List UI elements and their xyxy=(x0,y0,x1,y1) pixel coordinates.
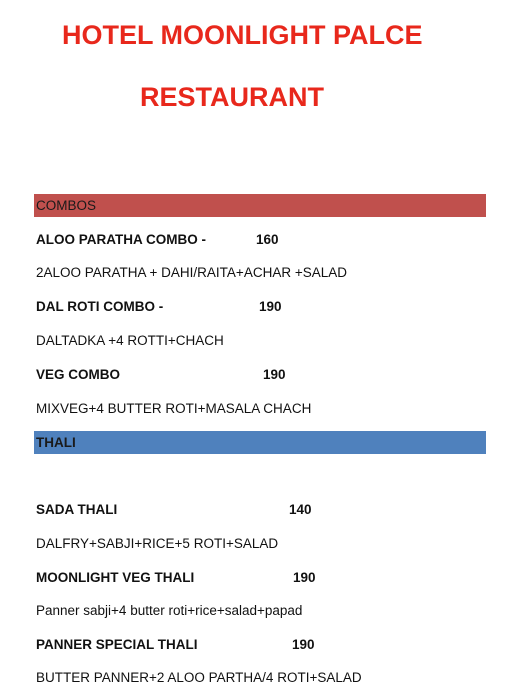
menu-item-name: PANNER SPECIAL THALI xyxy=(36,637,198,652)
menu-item-description: DALFRY+SABJI+RICE+5 ROTI+SALAD xyxy=(36,536,279,551)
menu-item-price: 190 xyxy=(259,299,282,314)
section-heading-combos: COMBOS xyxy=(34,194,486,217)
menu-item-name: MOONLIGHT VEG THALI xyxy=(36,570,195,585)
menu-item-price: 140 xyxy=(289,502,312,517)
menu-item-name: ALOO PARATHA COMBO - xyxy=(36,232,206,247)
menu-item-description: DALTADKA +4 ROTTI+CHACH xyxy=(36,333,224,348)
menu-item-name: DAL ROTI COMBO - xyxy=(36,299,164,314)
menu-item-price: 160 xyxy=(256,232,279,247)
restaurant-subtitle: RESTAURANT xyxy=(140,82,324,112)
menu-item-description: 2ALOO PARATHA + DAHI/RAITA+ACHAR +SALAD xyxy=(36,265,347,280)
menu-item-description: MIXVEG+4 BUTTER ROTI+MASALA CHACH xyxy=(36,401,312,416)
menu-item-price: 190 xyxy=(263,367,286,382)
menu-item-name: SADA THALI xyxy=(36,502,118,517)
menu-item-description: Panner sabji+4 butter roti+rice+salad+papad xyxy=(36,603,303,618)
menu-item-description: BUTTER PANNER+2 ALOO PARTHA/4 ROTI+SALAD xyxy=(36,670,362,685)
menu-item-name: VEG COMBO xyxy=(36,367,121,382)
section-heading-thali: THALI xyxy=(34,431,486,454)
menu-item-price: 190 xyxy=(293,570,316,585)
restaurant-title: HOTEL MOONLIGHT PALCE xyxy=(62,20,423,50)
menu-item-price: 190 xyxy=(292,637,315,652)
